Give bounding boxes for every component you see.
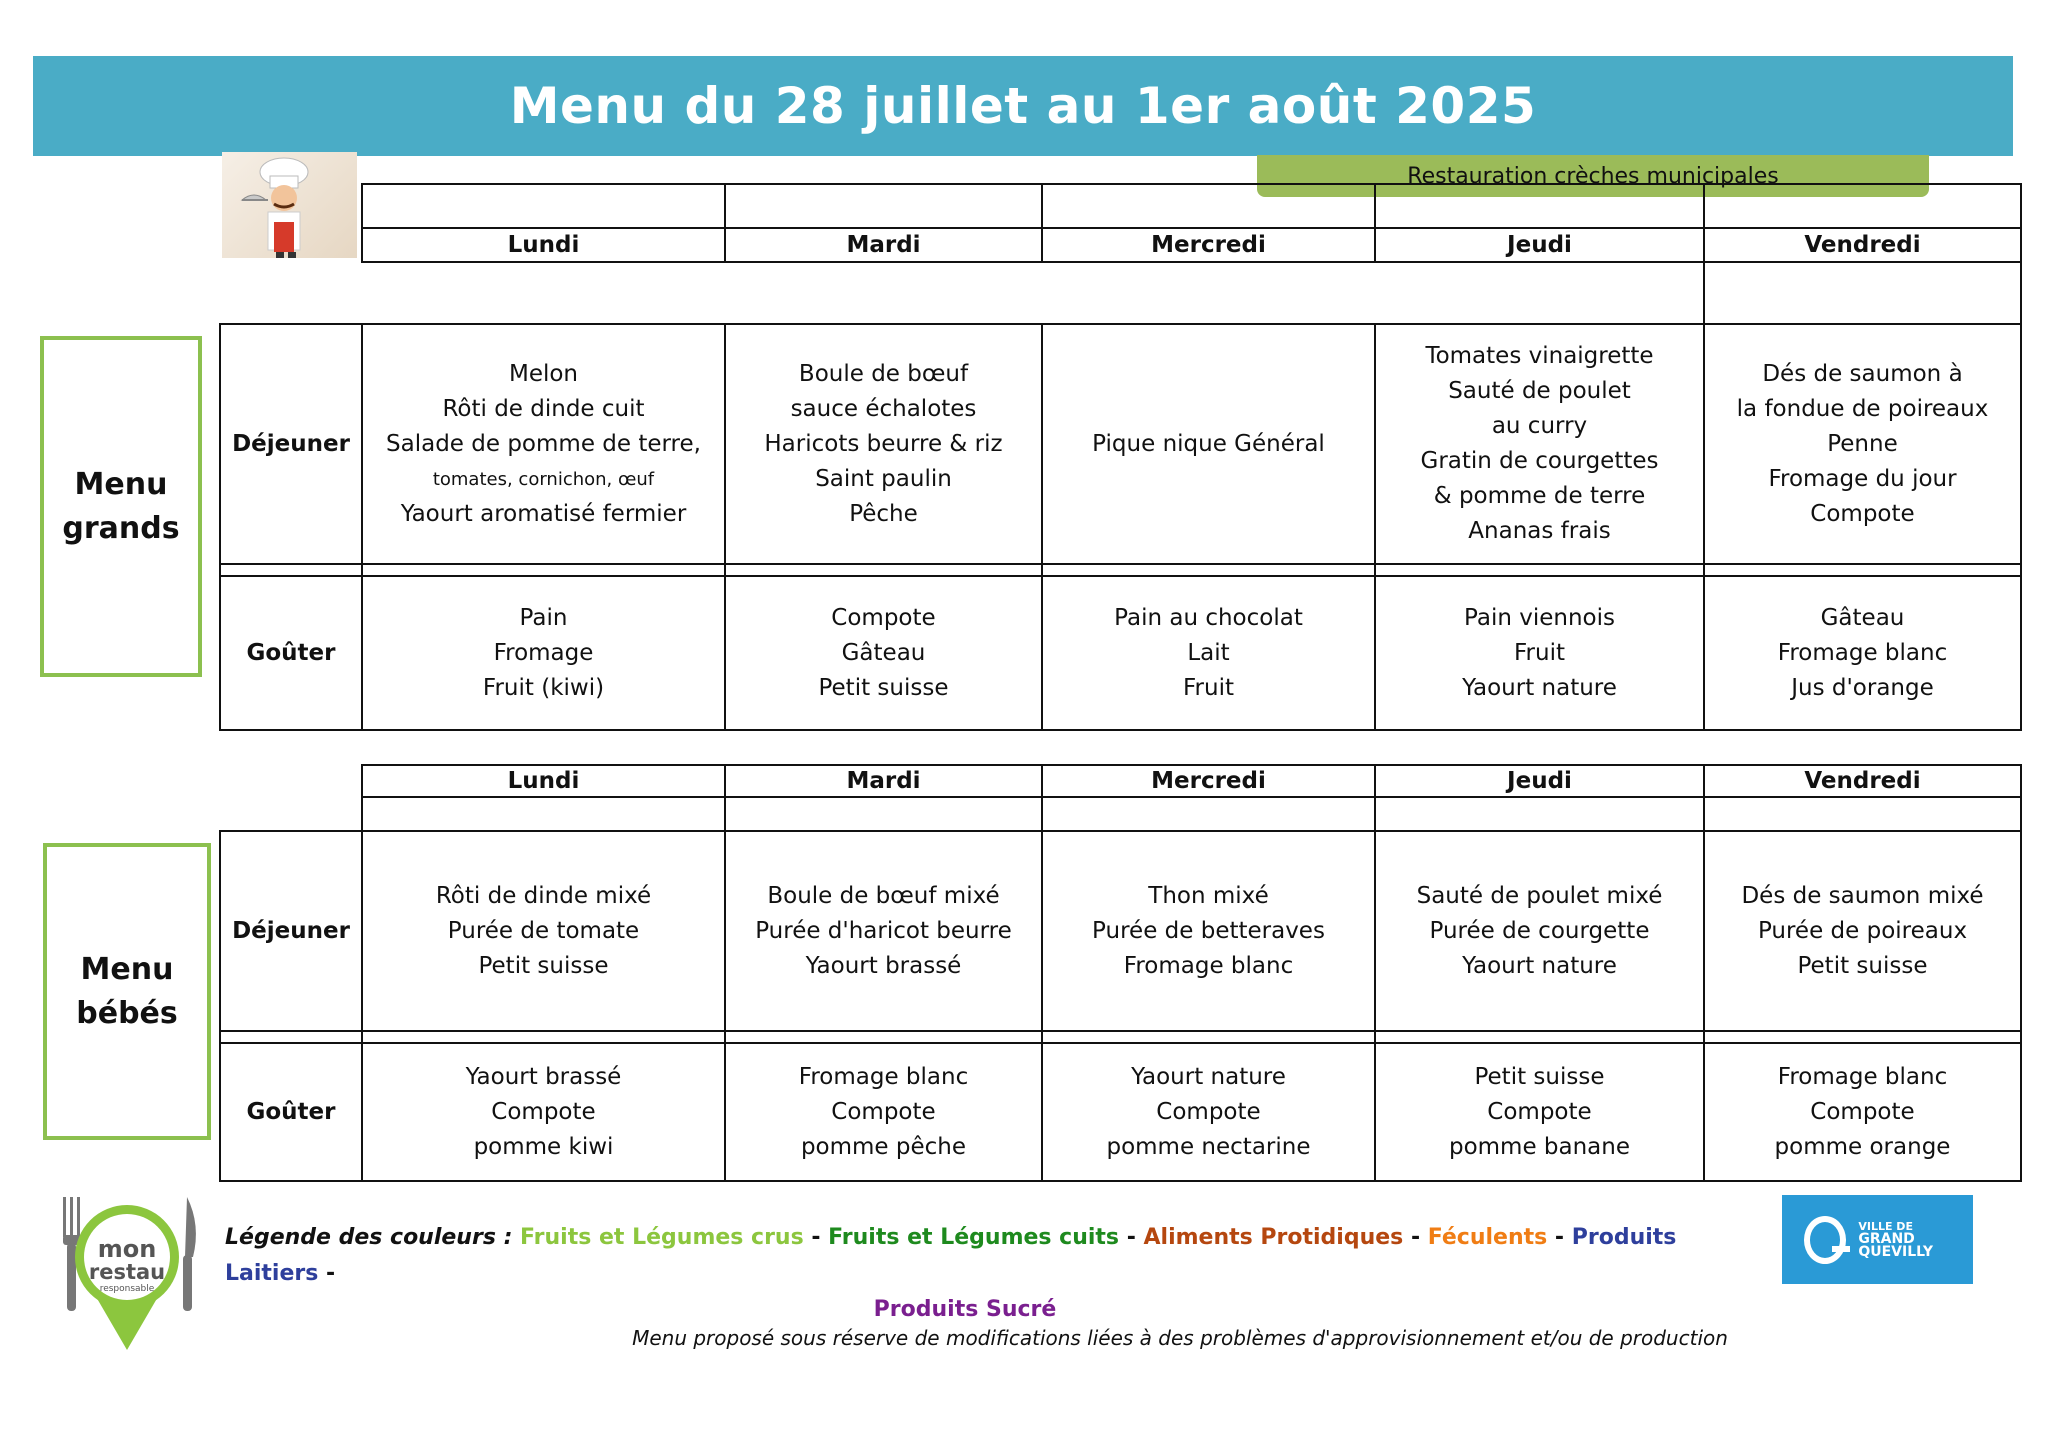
dish: Yaourt brassé: [465, 1063, 622, 1090]
dish: Ananas frais: [1468, 518, 1611, 544]
dish: Fromage du jour: [1768, 465, 1957, 492]
dish: Yaourt nature: [1462, 674, 1617, 701]
knife-icon: [183, 1197, 196, 1311]
dish: Haricots beurre & riz: [764, 430, 1003, 457]
legend-lead: Légende des couleurs :: [225, 1225, 513, 1250]
ville-logo-icon: [1804, 1216, 1846, 1264]
bebes-gouter-mercredi: [1042, 1043, 1375, 1181]
legend-separator: -: [326, 1261, 336, 1286]
grands-dejeuner-mercredi: [1042, 324, 1375, 564]
dish: Penne: [1827, 430, 1898, 457]
bebes-gouter-mardi: [725, 1043, 1042, 1181]
dish: tomates, cornichon, œuf: [432, 468, 655, 490]
menu-grands-line1: Menu: [74, 467, 168, 502]
title-banner: [33, 56, 2013, 156]
header-blank-cell: [362, 184, 725, 228]
dish: Sauté de poulet mixé: [1416, 882, 1663, 909]
dish: Compote: [831, 1098, 936, 1125]
bebes-gouter-vendredi: [1704, 1043, 2021, 1181]
menu-grands-table: [219, 183, 2022, 731]
ville-logo-line2: GRAND QUEVILLY: [1858, 1231, 1934, 1260]
menu-bebes-label: [43, 843, 211, 1140]
logo-text-responsable: responsable: [99, 1284, 155, 1294]
mon-restau-logo: [55, 1195, 205, 1365]
dish: sauce échalotes: [790, 395, 977, 422]
legend-separator: -: [1126, 1225, 1136, 1250]
dish: Petit suisse: [1797, 952, 1928, 979]
meal-label-dejeuner: Déjeuner: [220, 831, 362, 1031]
day-header-lundi: Lundi: [362, 228, 725, 262]
legend-separator: -: [811, 1225, 821, 1250]
day-header-vendredi: Vendredi: [1704, 765, 2021, 797]
dish: pomme kiwi: [473, 1133, 614, 1160]
logo-text-mon: mon: [97, 1235, 157, 1263]
dish: Saint paulin: [815, 465, 952, 492]
menu-grands-label: [40, 336, 202, 677]
dish: Compote: [1156, 1098, 1261, 1125]
dish: Purée de courgette: [1429, 917, 1650, 944]
dish: Pain au chocolat: [1114, 604, 1303, 631]
dish: Fruit: [1514, 639, 1565, 666]
day-header-mercredi: Mercredi: [1042, 228, 1375, 262]
dish: Pain: [519, 604, 568, 631]
bebes-dejeuner-vendredi: [1704, 831, 2021, 1031]
dish: Purée de tomate: [447, 917, 640, 944]
dish: Thon mixé: [1148, 882, 1269, 909]
dish: Compote: [1810, 500, 1915, 527]
legend-item-fruits-legumes-crus: Fruits et Légumes crus: [520, 1225, 804, 1250]
meal-label-dejeuner: Déjeuner: [220, 324, 362, 564]
dish: Melon: [508, 360, 579, 387]
dish: pomme banane: [1448, 1133, 1631, 1160]
spacer-cell: [362, 797, 725, 831]
dish: Compote: [491, 1098, 596, 1125]
dish: Tomates vinaigrette: [1425, 343, 1654, 369]
grands-gouter-vendredi: [1704, 576, 2021, 730]
legend-item-aliments-protidiques: Aliments Protidiques: [1143, 1225, 1404, 1250]
dish: Yaourt brassé: [805, 952, 962, 979]
dish: Dés de saumon à: [1762, 360, 1963, 387]
dish: pomme pêche: [800, 1133, 967, 1160]
grands-gouter-lundi: [362, 576, 725, 730]
dish: Pain viennois: [1464, 604, 1615, 631]
grands-gouter-mercredi: [1042, 576, 1375, 730]
dish: Petit suisse: [478, 952, 609, 979]
dish: Gâteau: [1820, 604, 1905, 631]
dish: & pomme de terre: [1433, 483, 1646, 509]
legend-separator: -: [1410, 1225, 1421, 1250]
dish: Jus d'orange: [1791, 674, 1934, 701]
dish: Fromage blanc: [1777, 1063, 1948, 1090]
legend-separator: -: [1554, 1225, 1565, 1250]
dish: pomme orange: [1774, 1133, 1951, 1160]
grands-gouter-mardi: [725, 576, 1042, 730]
grands-dejeuner-vendredi: [1704, 324, 2021, 564]
menu-grands-line2: grands: [62, 510, 180, 546]
dish: Boule de bœuf: [798, 360, 969, 387]
bebes-gouter-lundi: [362, 1043, 725, 1181]
dish: au curry: [1491, 413, 1588, 439]
spacer-cell: [1704, 262, 2021, 324]
spacer-cell: [725, 797, 1042, 831]
dish: Yaourt nature: [1131, 1063, 1286, 1090]
bebes-gouter-jeudi: [1375, 1043, 1704, 1181]
dish: Salade de pomme de terre,: [386, 430, 701, 457]
dish: la fondue de poireaux: [1736, 395, 1989, 422]
grands-dejeuner-lundi: [362, 324, 725, 564]
dish: Dés de saumon mixé: [1741, 882, 1984, 909]
legend-item-fruits-legumes-cuits: Fruits et Légumes cuits: [828, 1225, 1120, 1250]
page-title: Menu du 28 juillet au 1er août 2025: [509, 77, 1537, 135]
dish: Purée d'haricot beurre: [755, 917, 1012, 944]
dish: Compote: [1810, 1098, 1915, 1125]
dish: Sauté de poulet: [1448, 378, 1631, 404]
ville-logo-line1: VILLE DE: [1858, 1220, 1913, 1233]
dish: Rôti de dinde cuit: [442, 395, 645, 422]
color-legend: [225, 1220, 1765, 1328]
meal-label-gouter: Goûter: [220, 1043, 362, 1181]
spacer-cell: [1375, 797, 1704, 831]
grands-dejeuner-mardi: [725, 324, 1042, 564]
dish: Petit suisse: [1474, 1063, 1605, 1090]
logo-text-restau: restau: [88, 1260, 166, 1284]
dish: Petit suisse: [818, 674, 949, 701]
dish: Fromage blanc: [1123, 952, 1294, 979]
dish: Boule de bœuf mixé: [767, 882, 1000, 909]
header-blank-cell: [1042, 184, 1375, 228]
day-header-jeudi: Jeudi: [1375, 765, 1704, 797]
dish: Gâteau: [841, 639, 926, 666]
legend-item-produits-sucre: Produits Sucré: [873, 1297, 1057, 1322]
dish: Gratin de courgettes: [1420, 448, 1659, 474]
bebes-dejeuner-mercredi: [1042, 831, 1375, 1031]
menu-bebes-table: [219, 764, 2022, 1182]
disclaimer-note: Menu proposé sous réserve de modifications liées à des problèmes d'approvisionnement et/ou de production: [632, 1326, 1728, 1350]
legend-item-produits-laitiers: Produits Laitiers: [225, 1225, 1677, 1286]
dish: Purée de poireaux: [1757, 917, 1968, 944]
header-blank-cell: [725, 184, 1042, 228]
meal-label-gouter: Goûter: [220, 576, 362, 730]
menu-bebes-line2: bébés: [76, 995, 178, 1031]
day-header-mercredi: Mercredi: [1042, 765, 1375, 797]
header-blank-cell: [1704, 184, 2021, 228]
dish: Pique nique Général: [1092, 430, 1325, 457]
dish: Fromage: [493, 639, 594, 666]
dish: Purée de betteraves: [1092, 917, 1325, 944]
dish: Lait: [1187, 639, 1230, 666]
day-header-jeudi: Jeudi: [1375, 228, 1704, 262]
grands-gouter-jeudi: [1375, 576, 1704, 730]
day-header-mardi: Mardi: [725, 765, 1042, 797]
dish: Pêche: [849, 500, 918, 527]
dish: Compote: [831, 604, 936, 631]
dish: Fruit (kiwi): [482, 674, 605, 701]
grands-dejeuner-jeudi: [1375, 324, 1704, 564]
subtitle-tab: Restauration crèches municipales: [1257, 155, 1929, 197]
dish: Fromage blanc: [1777, 639, 1948, 666]
day-header-vendredi: Vendredi: [1704, 228, 2021, 262]
day-header-lundi: Lundi: [362, 765, 725, 797]
spacer-cell: [1704, 797, 2021, 831]
spacer-cell: [1042, 797, 1375, 831]
dish: Compote: [1487, 1098, 1592, 1125]
day-header-mardi: Mardi: [725, 228, 1042, 262]
ville-grand-quevilly-logo: [1782, 1195, 1973, 1284]
bebes-dejeuner-mardi: [725, 831, 1042, 1031]
dish: Yaourt aromatisé fermier: [400, 500, 687, 527]
legend-item-feculents: Féculents: [1427, 1225, 1548, 1250]
menu-bebes-line1: Menu: [80, 952, 174, 987]
dish: Yaourt nature: [1462, 952, 1617, 979]
header-blank-cell: [1375, 184, 1704, 228]
bebes-dejeuner-jeudi: [1375, 831, 1704, 1031]
dish: pomme nectarine: [1106, 1133, 1311, 1160]
dish: Fruit: [1183, 674, 1234, 701]
dish: Fromage blanc: [798, 1063, 969, 1090]
dish: Rôti de dinde mixé: [435, 882, 652, 909]
bebes-dejeuner-lundi: [362, 831, 725, 1031]
